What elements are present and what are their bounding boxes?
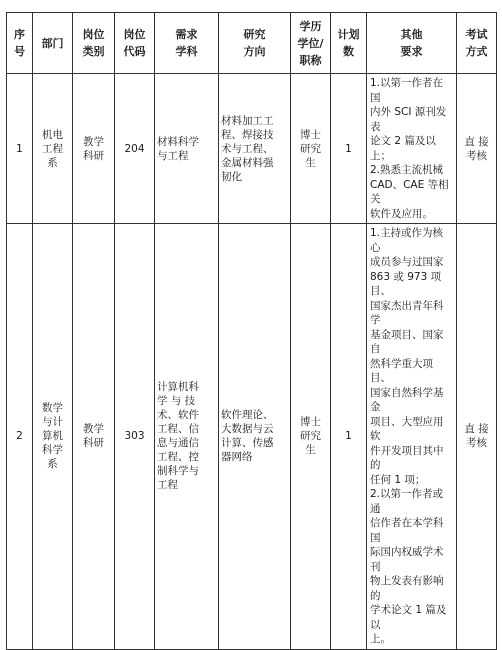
table-row — [7, 224, 497, 650]
cell-plan: 1 — [331, 224, 367, 650]
cell-degree: 博士 研究 生 — [291, 74, 331, 224]
cell-dept: 数学 与计 算机 科学 系 — [33, 224, 73, 650]
table-header-row — [7, 13, 497, 74]
cell-exam: 直 接 考核 — [457, 224, 497, 650]
header-cell-requirements: 其他 要求 — [367, 13, 457, 74]
cell-requirements: 1.主持或作为核心 成员参与过国家 863 或 973 项目、 国家杰出青年科学 基金项目、国家自 然科学重大项目、 国家自然科学基金 项目、大型应用软 件开发项目其中的 任何 1 项； 2.以第一作者或通 信作者在本学科国 际国内权威学术刊 物上发表有影响的 学术论文 1 篇及以 上。 — [367, 224, 457, 650]
header-cell-no: 序 号 — [7, 13, 33, 74]
header-cell-exam: 考试 方式 — [457, 13, 497, 74]
header-cell-category: 岗位 类别 — [73, 13, 115, 74]
cell-no: 2 — [7, 224, 33, 650]
cell-requirements: 1.以第一作者在国 内外 SCI 源刊发表 论文 2 篇及以上； 2.熟悉主流机械 CAD、CAE 等相关 软件及应用。 — [367, 74, 457, 224]
cell-plan: 1 — [331, 74, 367, 224]
cell-direction: 软件理论、 大数据与云 计算、传感 器网络 — [219, 224, 291, 650]
cell-dept: 机电 工程 系 — [33, 74, 73, 224]
header-cell-discipline: 需求 学科 — [155, 13, 219, 74]
cell-no: 1 — [7, 74, 33, 224]
table-row — [7, 74, 497, 224]
cell-discipline: 计算机科 学 与 技 术、软件 工程、信 息与通信 工程、控 制科学与 工程 — [155, 224, 219, 650]
cell-category: 教学 科研 — [73, 224, 115, 650]
recruitment-table — [6, 12, 497, 650]
header-cell-degree: 学历 学位/ 职称 — [291, 13, 331, 74]
cell-discipline: 材料科学 与工程 — [155, 74, 219, 224]
cell-direction: 材料加工工 程、焊接技 术与工程、 金属材料强 韧化 — [219, 74, 291, 224]
cell-category: 教学 科研 — [73, 74, 115, 224]
cell-code: 303 — [115, 224, 155, 650]
header-cell-direction: 研究 方向 — [219, 13, 291, 74]
header-cell-plan: 计划 数 — [331, 13, 367, 74]
cell-exam: 直 接 考核 — [457, 74, 497, 224]
cell-code: 204 — [115, 74, 155, 224]
header-cell-dept: 部门 — [33, 13, 73, 74]
header-cell-code: 岗位 代码 — [115, 13, 155, 74]
cell-degree: 博士 研究 生 — [291, 224, 331, 650]
